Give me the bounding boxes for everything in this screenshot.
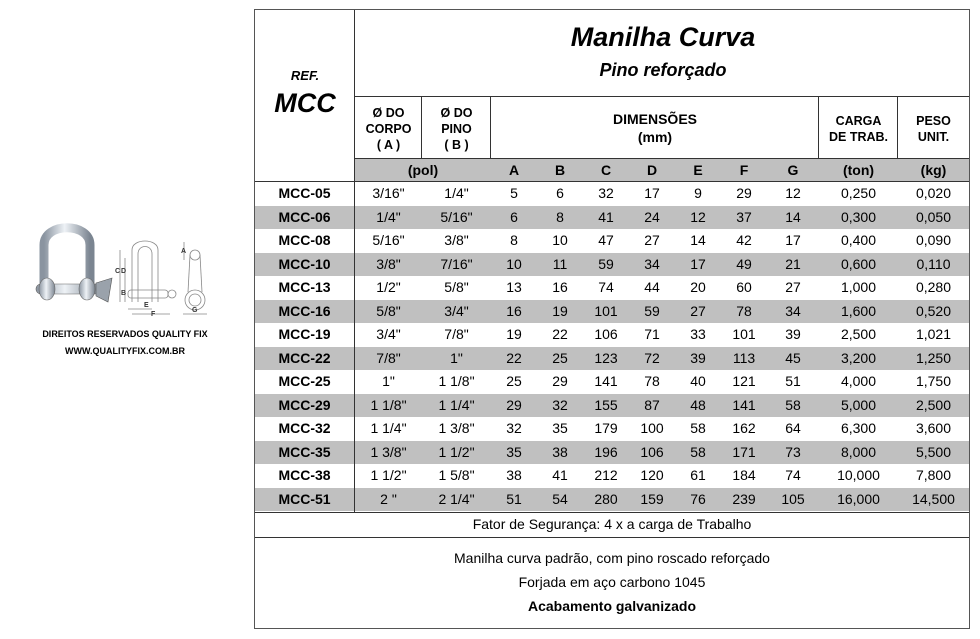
cell-carga: 2,500: [840, 326, 877, 342]
cell-peso: 0,050: [915, 208, 952, 225]
cell-d: 17: [644, 185, 660, 201]
cell-pino: 1 1/2": [438, 443, 475, 460]
cell-corpo: 1 1/2": [370, 467, 407, 483]
cell-peso: 0,280: [915, 279, 952, 295]
cell-g: 27: [785, 279, 801, 295]
cell-ref: MCC-51: [278, 490, 331, 507]
cell-corpo: 1 3/8": [370, 443, 407, 460]
cell-corpo: 5/8": [376, 302, 401, 319]
cell-corpo: 1 1/8": [370, 396, 407, 413]
cell-f: 171: [732, 443, 756, 460]
cell-carga: 4,000: [840, 373, 877, 389]
cell-a: 25: [506, 373, 522, 389]
cell-a: 6: [510, 208, 518, 225]
cell-d: 27: [644, 232, 660, 248]
cell-f: 60: [736, 279, 752, 295]
cell-d: 59: [644, 302, 660, 319]
cell-e: 61: [690, 467, 706, 483]
cell-peso: 1,021: [915, 326, 952, 342]
cell-corpo: 7/8": [376, 349, 401, 366]
table-row: [255, 229, 969, 253]
cell-a: 51: [506, 490, 522, 507]
cell-a: 19: [506, 326, 522, 342]
cell-carga: 10,000: [837, 467, 880, 483]
table-row: [255, 323, 969, 347]
cell-f: 113: [732, 349, 756, 366]
cell-d: 106: [640, 443, 664, 460]
table-row: [255, 206, 969, 230]
cell-c: 179: [594, 420, 618, 436]
page-title: Manilha Curva: [570, 22, 756, 52]
cell-g: 74: [785, 467, 801, 483]
shackle-product-image: [0, 210, 250, 318]
divider: [354, 10, 355, 512]
cell-a: 35: [506, 443, 522, 460]
cell-carga: 0,400: [840, 232, 877, 248]
cell-ref: MCC-13: [278, 279, 331, 295]
cell-a: 5: [510, 185, 518, 201]
cell-ref: MCC-29: [278, 396, 331, 413]
cell-g: 14: [785, 208, 801, 225]
cell-carga: 5,000: [840, 396, 877, 413]
diagram-label-b: B: [121, 290, 127, 297]
cell-c: 155: [594, 396, 618, 413]
cell-d: 87: [644, 396, 660, 413]
safety-factor: Fator de Segurança: 4 x a carga de Trabalho: [472, 516, 752, 532]
table-row: [255, 441, 969, 465]
table-row: [255, 253, 969, 277]
cell-a: 13: [506, 279, 522, 295]
diagram-label-f: F: [151, 311, 156, 318]
cell-carga: 8,000: [840, 443, 877, 460]
cell-e: 76: [690, 490, 706, 507]
cell-ref: MCC-32: [278, 420, 331, 436]
note-material: Forjada em aço carbono 1045: [518, 574, 706, 590]
cell-ref: MCC-25: [278, 373, 331, 389]
cell-g: 51: [785, 373, 801, 389]
divider: [255, 537, 969, 538]
cell-c: 106: [594, 326, 618, 342]
cell-a: 8: [510, 232, 518, 248]
cell-b: 8: [556, 208, 564, 225]
cell-f: 37: [736, 208, 752, 225]
cell-corpo: 1": [382, 373, 395, 389]
cell-f: 78: [736, 302, 752, 319]
cell-c: 101: [594, 302, 618, 319]
page-subtitle: Pino reforçado: [599, 60, 727, 80]
cell-corpo: 1/4": [376, 208, 401, 225]
cell-ref: MCC-10: [278, 255, 331, 272]
cell-c: 196: [594, 443, 618, 460]
cell-d: 100: [640, 420, 664, 436]
divider: [255, 181, 969, 182]
copyright-notice: [0, 326, 250, 360]
product-image-panel: [0, 210, 250, 360]
cell-g: 73: [785, 443, 801, 460]
cell-e: 40: [690, 373, 706, 389]
cell-e: 9: [694, 185, 702, 201]
cell-pino: 1 5/8": [438, 467, 475, 483]
cell-b: 11: [552, 255, 568, 272]
copyright-text: DIREITOS RESERVADOS QUALITY FIX: [42, 329, 208, 339]
cell-e: 58: [690, 420, 706, 436]
diagram-label-a: A: [181, 248, 187, 255]
diagram-label-g: G: [192, 307, 198, 314]
cell-b: 10: [552, 232, 568, 248]
cell-c: 280: [594, 490, 618, 507]
unit-dim-a: A: [508, 162, 520, 178]
cell-f: 162: [732, 420, 756, 436]
diagram-label-c: C: [115, 268, 121, 275]
cell-peso: 1,250: [915, 349, 952, 366]
cell-d: 71: [644, 326, 660, 342]
cell-a: 22: [506, 349, 522, 366]
cell-f: 239: [732, 490, 756, 507]
diagram-label-d: D: [121, 268, 127, 275]
divider: [355, 158, 969, 159]
cell-c: 123: [594, 349, 618, 366]
unit-ton: (ton): [842, 162, 875, 178]
table-row: [255, 417, 969, 441]
cell-peso: 0,090: [915, 232, 952, 248]
divider: [818, 96, 819, 159]
cell-d: 120: [640, 467, 664, 483]
cell-g: 12: [785, 185, 801, 201]
cell-carga: 1,000: [840, 279, 877, 295]
cell-e: 14: [690, 232, 706, 248]
cell-ref: MCC-16: [278, 302, 331, 319]
cell-g: 39: [785, 326, 801, 342]
cell-peso: 1,750: [915, 373, 952, 389]
cell-g: 64: [785, 420, 801, 436]
cell-d: 72: [644, 349, 660, 366]
cell-ref: MCC-06: [278, 208, 331, 225]
cell-c: 47: [598, 232, 614, 248]
cell-c: 74: [598, 279, 614, 295]
cell-corpo: 1/2": [376, 279, 401, 295]
cell-f: 141: [732, 396, 756, 413]
divider: [355, 96, 969, 97]
cell-carga: 16,000: [837, 490, 880, 507]
cell-f: 101: [732, 326, 756, 342]
table-row: [255, 370, 969, 394]
cell-e: 12: [690, 208, 706, 225]
cell-corpo: 3/16": [372, 185, 405, 201]
note-finish: Acabamento galvanizado: [527, 598, 697, 614]
cell-b: 22: [552, 326, 568, 342]
table-row: [255, 182, 969, 206]
unit-dim-b: B: [554, 162, 566, 178]
cell-f: 184: [732, 467, 756, 483]
col-header-dimensoes: DIMENSÕES (mm): [612, 111, 697, 145]
cell-b: 32: [552, 396, 568, 413]
ref-code: MCC: [274, 88, 336, 118]
cell-peso: 14,500: [912, 490, 955, 507]
cell-c: 212: [594, 467, 618, 483]
diagram-label-e: E: [144, 302, 149, 309]
cell-e: 33: [690, 326, 706, 342]
cell-b: 19: [552, 302, 568, 319]
cell-b: 35: [552, 420, 568, 436]
table-row: [255, 300, 969, 324]
cell-carga: 3,200: [840, 349, 877, 366]
cell-e: 17: [690, 255, 706, 272]
cell-carga: 0,300: [840, 208, 877, 225]
cell-f: 42: [736, 232, 752, 248]
cell-c: 59: [598, 255, 614, 272]
cell-e: 58: [690, 443, 706, 460]
cell-pino: 1 1/8": [438, 373, 475, 389]
cell-b: 16: [552, 279, 568, 295]
table-row: [255, 464, 969, 488]
table-row: [255, 276, 969, 300]
col-header-pino: Ø DO PINO ( B ): [440, 106, 473, 152]
cell-a: 16: [506, 302, 522, 319]
cell-pino: 2 1/4": [438, 490, 475, 507]
cell-e: 27: [690, 302, 706, 319]
divider: [490, 96, 491, 159]
ref-label: REF.: [290, 68, 320, 83]
cell-peso: 7,800: [915, 467, 952, 483]
cell-d: 44: [644, 279, 660, 295]
cell-b: 54: [552, 490, 568, 507]
unit-dim-g: G: [787, 162, 799, 178]
cell-peso: 5,500: [915, 443, 952, 460]
cell-b: 41: [552, 467, 568, 483]
cell-d: 159: [640, 490, 664, 507]
units-row: [355, 159, 969, 182]
cell-carga: 6,300: [840, 420, 877, 436]
cell-pino: 5/16": [440, 208, 473, 225]
cell-a: 10: [506, 255, 522, 272]
cell-d: 78: [644, 373, 660, 389]
cell-ref: MCC-19: [278, 326, 331, 342]
cell-e: 20: [690, 279, 706, 295]
divider: [897, 96, 898, 159]
cell-peso: 0,520: [915, 302, 952, 319]
cell-corpo: 3/4": [376, 326, 401, 342]
cell-peso: 3,600: [915, 420, 952, 436]
cell-a: 32: [506, 420, 522, 436]
cell-g: 105: [781, 490, 805, 507]
col-header-carga: CARGA DE TRAB.: [828, 114, 889, 144]
cell-peso: 0,110: [916, 255, 951, 272]
cell-b: 6: [556, 185, 564, 201]
cell-peso: 0,020: [915, 185, 952, 201]
cell-corpo: 5/16": [372, 232, 405, 248]
cell-b: 29: [552, 373, 568, 389]
cell-a: 29: [506, 396, 522, 413]
cell-pino: 1/4": [444, 185, 469, 201]
cell-pino: 3/4": [444, 302, 469, 319]
cell-b: 25: [552, 349, 568, 366]
table-row: [255, 347, 969, 371]
cell-peso: 2,500: [915, 396, 952, 413]
cell-pino: 1": [450, 349, 463, 366]
cell-pino: 1 1/4": [438, 396, 475, 413]
cell-pino: 7/16": [440, 255, 473, 272]
cell-d: 24: [644, 208, 660, 225]
cell-pino: 5/8": [444, 279, 469, 295]
cell-c: 41: [598, 208, 614, 225]
cell-ref: MCC-35: [278, 443, 331, 460]
unit-dim-e: E: [693, 162, 703, 178]
cell-ref: MCC-08: [278, 232, 331, 248]
unit-dim-f: F: [739, 162, 749, 178]
cell-carga: 1,600: [840, 302, 877, 319]
cell-b: 38: [552, 443, 568, 460]
unit-pol: (pol): [407, 162, 439, 178]
cell-pino: 3/8": [444, 232, 469, 248]
cell-ref: MCC-22: [278, 349, 331, 366]
cell-f: 121: [732, 373, 756, 389]
cell-corpo: 3/8": [376, 255, 401, 272]
cell-f: 29: [736, 185, 752, 201]
cell-carga: 0,600: [840, 255, 877, 272]
cell-f: 49: [736, 255, 752, 272]
website-url: WWW.QUALITYFIX.COM.BR: [65, 346, 185, 356]
cell-a: 38: [506, 467, 522, 483]
divider: [421, 96, 422, 159]
cell-e: 39: [690, 349, 706, 366]
product-notes: [255, 546, 969, 618]
unit-dim-c: C: [600, 162, 612, 178]
col-header-peso: PESO UNIT.: [916, 114, 951, 144]
cell-carga: 0,250: [840, 185, 877, 201]
cell-g: 45: [785, 349, 801, 366]
cell-ref: MCC-38: [278, 467, 331, 483]
cell-c: 141: [594, 373, 618, 389]
cell-corpo: 2 ": [380, 490, 397, 507]
cell-pino: 1 3/8": [438, 420, 475, 436]
cell-g: 21: [785, 255, 801, 272]
unit-dim-d: D: [646, 162, 658, 178]
cell-c: 32: [598, 185, 614, 201]
note-description: Manilha curva padrão, com pino roscado reforçado: [454, 550, 770, 566]
cell-corpo: 1 1/4": [370, 420, 407, 436]
cell-g: 34: [785, 302, 801, 319]
cell-e: 48: [690, 396, 706, 413]
unit-kg: (kg): [920, 162, 947, 178]
table-row: [255, 394, 969, 418]
col-header-corpo: Ø DO CORPO ( A ): [365, 106, 412, 152]
cell-ref: MCC-05: [278, 185, 331, 201]
table-row: [255, 488, 969, 512]
spec-table: [254, 9, 970, 629]
cell-d: 34: [644, 255, 660, 272]
dimension-diagram: [120, 241, 207, 314]
cell-g: 17: [785, 232, 801, 248]
cell-pino: 7/8": [444, 326, 469, 342]
cell-g: 58: [785, 396, 801, 413]
